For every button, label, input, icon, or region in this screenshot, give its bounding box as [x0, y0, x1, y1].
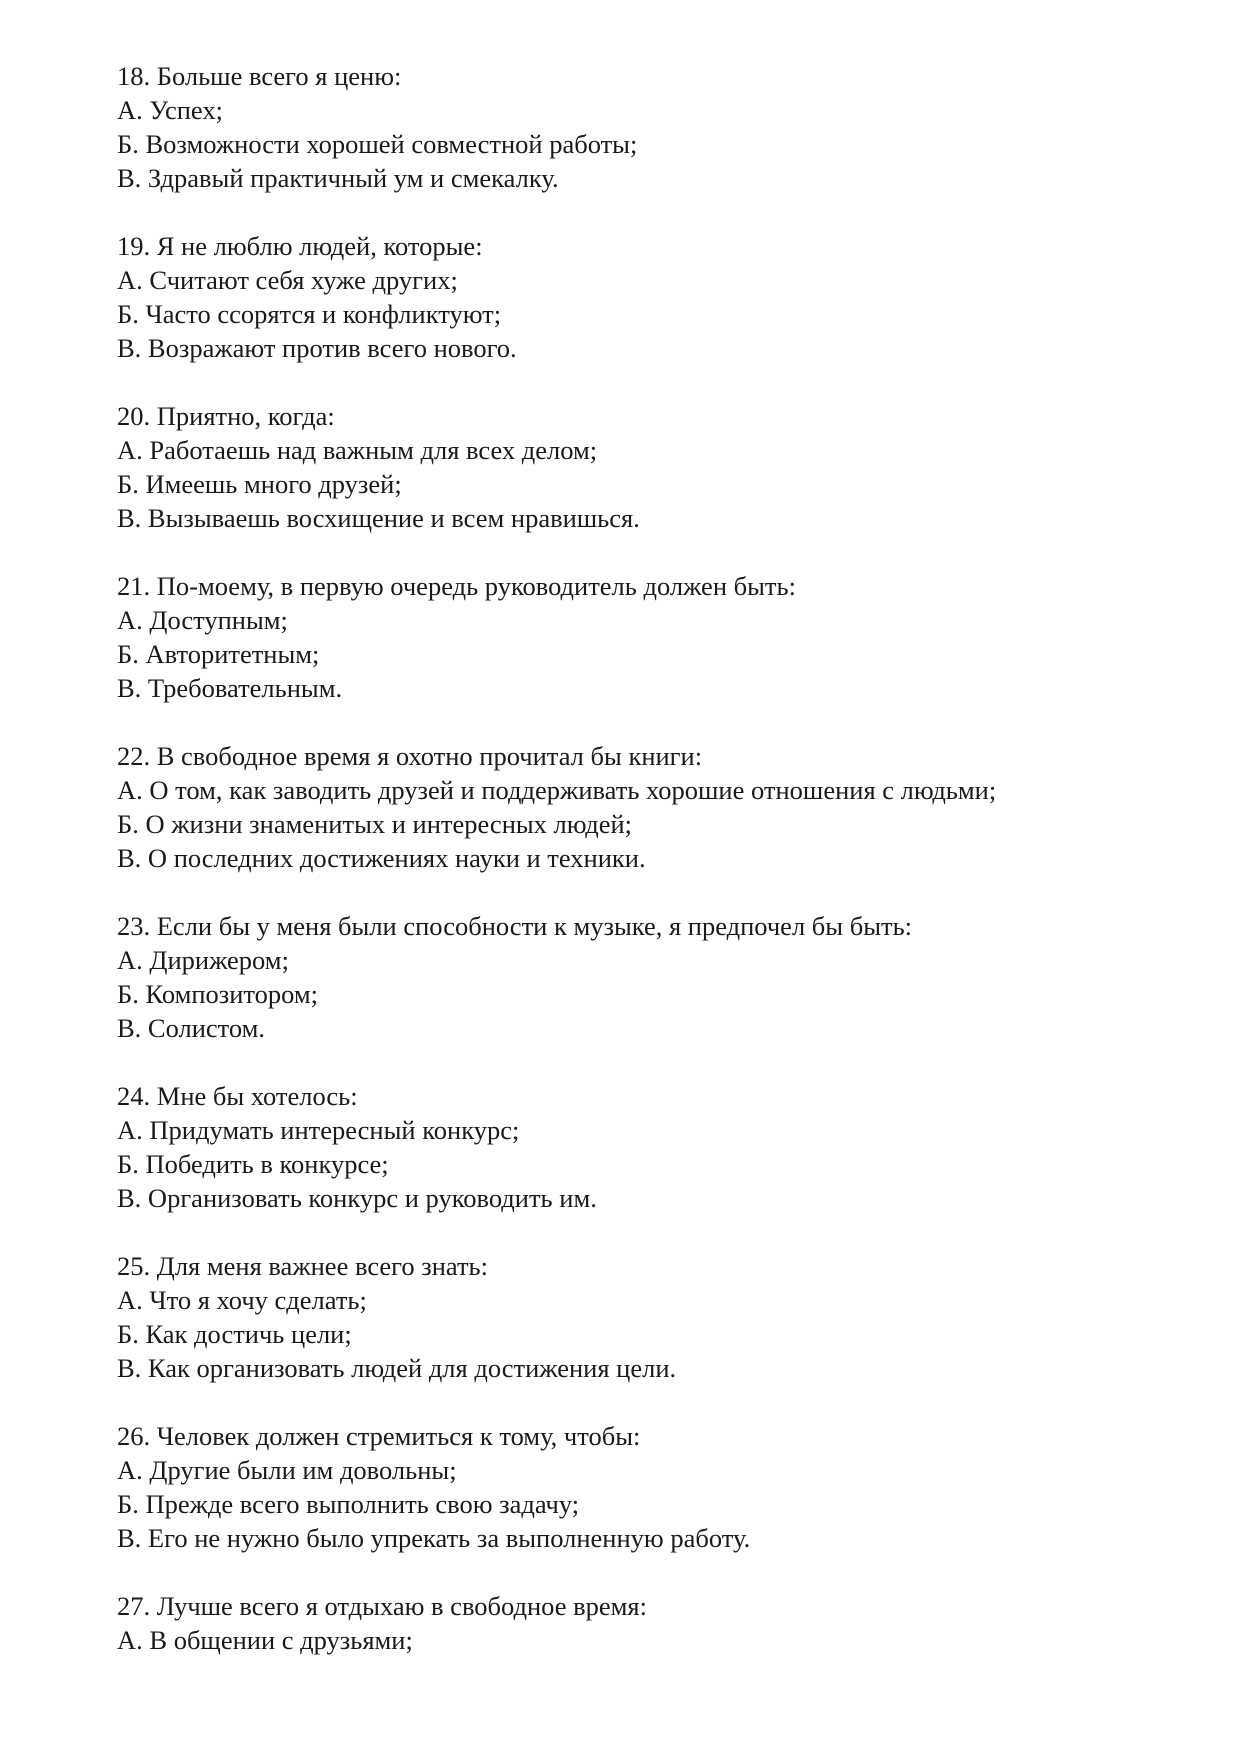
answer-option-c: В. Здравый практичный ум и смекалку. — [117, 163, 559, 193]
answer-option-b: Б. Композитором; — [117, 979, 319, 1009]
answer-option-c: В. О последних достижениях науки и техники. — [117, 843, 646, 873]
answer-option-b: Б. Часто ссорятся и конфликтуют; — [117, 299, 502, 329]
question-25 — [117, 1249, 1197, 1385]
answer-option-b: Б. Как достичь цели; — [117, 1319, 352, 1349]
answer-option-b: Б. О жизни знаменитых и интересных людей; — [117, 809, 633, 839]
answer-option-a: А. Считают себя хуже других; — [117, 265, 458, 295]
answer-option-a: А. О том, как заводить друзей и поддерживать хорошие отношения с людьми; — [117, 775, 997, 805]
question-title: 21. По-моему, в первую очередь руководитель должен быть: — [117, 571, 796, 601]
question-title: 23. Если бы у меня были способности к музыке, я предпочел бы быть: — [117, 911, 913, 941]
question-title: 20. Приятно, когда: — [117, 401, 335, 431]
answer-option-c: В. Как организовать людей для достижения цели. — [117, 1353, 677, 1383]
question-title: 26. Человек должен стремиться к тому, чтобы: — [117, 1421, 641, 1451]
answer-option-c: В. Вызываешь восхищение и всем нравишься. — [117, 503, 640, 533]
question-title: 19. Я не люблю людей, которые: — [117, 231, 483, 261]
questionnaire-body — [117, 59, 1197, 1691]
question-title: 25. Для меня важнее всего знать: — [117, 1251, 488, 1281]
answer-option-a: А. Придумать интересный конкурс; — [117, 1115, 520, 1145]
answer-option-b: Б. Прежде всего выполнить свою задачу; — [117, 1489, 580, 1519]
answer-option-b: Б. Авторитетным; — [117, 639, 320, 669]
question-26 — [117, 1419, 1197, 1555]
question-19 — [117, 229, 1197, 365]
answer-option-c: В. Возражают против всего нового. — [117, 333, 517, 363]
answer-option-c: В. Организовать конкурс и руководить им. — [117, 1183, 597, 1213]
question-22 — [117, 739, 1197, 875]
answer-option-c: В. Его не нужно было упрекать за выполненную работу. — [117, 1523, 751, 1553]
answer-option-a: А. Успех; — [117, 95, 223, 125]
answer-option-c: В. Требовательным. — [117, 673, 343, 703]
answer-option-b: Б. Возможности хорошей совместной работы; — [117, 129, 638, 159]
answer-option-a: А. Что я хочу сделать; — [117, 1285, 367, 1315]
question-title: 18. Больше всего я ценю: — [117, 61, 402, 91]
question-20 — [117, 399, 1197, 535]
question-title: 27. Лучше всего я отдыхаю в свободное время: — [117, 1591, 647, 1621]
answer-option-a: А. Доступным; — [117, 605, 288, 635]
answer-option-b: Б. Имеешь много друзей; — [117, 469, 402, 499]
question-title: 24. Мне бы хотелось: — [117, 1081, 358, 1111]
answer-option-c: В. Солистом. — [117, 1013, 266, 1043]
question-18 — [117, 59, 1197, 195]
question-21 — [117, 569, 1197, 705]
question-27 — [117, 1589, 1197, 1657]
answer-option-a: А. Дирижером; — [117, 945, 289, 975]
answer-option-a: А. В общении с друзьями; — [117, 1625, 413, 1655]
answer-option-a: А. Другие были им довольны; — [117, 1455, 457, 1485]
question-24 — [117, 1079, 1197, 1215]
question-title: 22. В свободное время я охотно прочитал бы книги: — [117, 741, 703, 771]
answer-option-a: А. Работаешь над важным для всех делом; — [117, 435, 598, 465]
answer-option-b: Б. Победить в конкурсе; — [117, 1149, 389, 1179]
question-23 — [117, 909, 1197, 1045]
